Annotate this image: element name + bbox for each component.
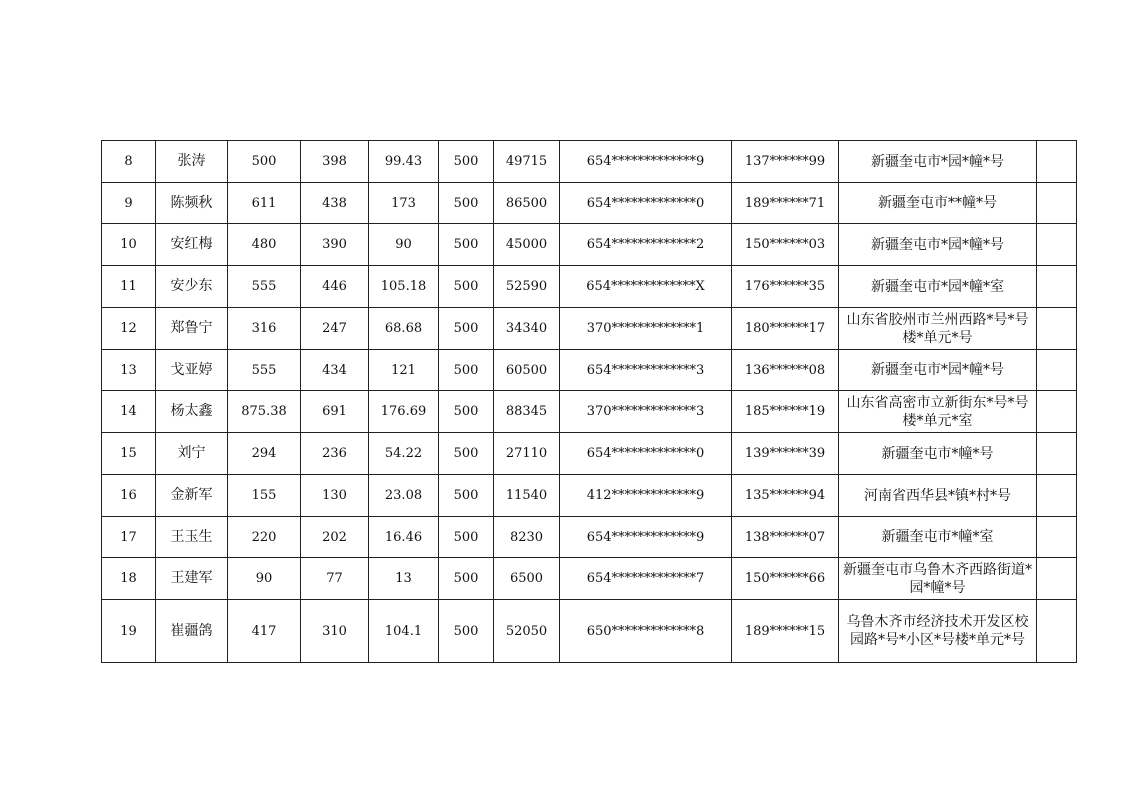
value-col-3: 480 xyxy=(228,224,301,266)
table-row xyxy=(102,433,1077,475)
table-row xyxy=(102,558,1077,600)
id-number: 654*************9 xyxy=(560,517,732,558)
person-name: 安少东 xyxy=(156,266,228,308)
phone-number: 180******17 xyxy=(732,308,839,350)
remark xyxy=(1037,558,1077,600)
value-col-6: 500 xyxy=(439,350,494,391)
phone-number: 138******07 xyxy=(732,517,839,558)
remark xyxy=(1037,600,1077,663)
person-name: 陈频秋 xyxy=(156,183,228,224)
value-col-6: 500 xyxy=(439,266,494,308)
value-col-4: 691 xyxy=(301,391,369,433)
value-col-5: 13 xyxy=(369,558,439,600)
value-col-5: 16.46 xyxy=(369,517,439,558)
value-col-5: 121 xyxy=(369,350,439,391)
phone-number: 139******39 xyxy=(732,433,839,475)
value-col-3: 220 xyxy=(228,517,301,558)
row-number: 19 xyxy=(102,600,156,663)
data-table xyxy=(101,140,1077,663)
person-name: 安红梅 xyxy=(156,224,228,266)
remark xyxy=(1037,350,1077,391)
amount: 8230 xyxy=(494,517,560,558)
row-number: 16 xyxy=(102,475,156,517)
amount: 86500 xyxy=(494,183,560,224)
address: 新疆奎屯市*园*幢*号 xyxy=(839,224,1037,266)
value-col-3: 500 xyxy=(228,141,301,183)
table-body xyxy=(102,141,1077,663)
row-number: 14 xyxy=(102,391,156,433)
id-number: 654*************0 xyxy=(560,183,732,224)
value-col-4: 398 xyxy=(301,141,369,183)
table-row xyxy=(102,183,1077,224)
value-col-3: 417 xyxy=(228,600,301,663)
value-col-4: 446 xyxy=(301,266,369,308)
row-number: 18 xyxy=(102,558,156,600)
person-name: 王建军 xyxy=(156,558,228,600)
value-col-3: 555 xyxy=(228,350,301,391)
phone-number: 189******71 xyxy=(732,183,839,224)
amount: 49715 xyxy=(494,141,560,183)
phone-number: 150******66 xyxy=(732,558,839,600)
id-number: 654*************0 xyxy=(560,433,732,475)
address: 新疆奎屯市*园*幢*号 xyxy=(839,141,1037,183)
value-col-5: 99.43 xyxy=(369,141,439,183)
value-col-6: 500 xyxy=(439,558,494,600)
amount: 27110 xyxy=(494,433,560,475)
value-col-5: 105.18 xyxy=(369,266,439,308)
row-number: 12 xyxy=(102,308,156,350)
id-number: 654*************2 xyxy=(560,224,732,266)
phone-number: 189******15 xyxy=(732,600,839,663)
id-number: 654*************X xyxy=(560,266,732,308)
address: 河南省西华县*镇*村*号 xyxy=(839,475,1037,517)
id-number: 650*************8 xyxy=(560,600,732,663)
value-col-4: 390 xyxy=(301,224,369,266)
value-col-4: 247 xyxy=(301,308,369,350)
value-col-6: 500 xyxy=(439,224,494,266)
remark xyxy=(1037,475,1077,517)
id-number: 654*************7 xyxy=(560,558,732,600)
amount: 34340 xyxy=(494,308,560,350)
id-number: 412*************9 xyxy=(560,475,732,517)
address: 新疆奎屯市*园*幢*室 xyxy=(839,266,1037,308)
table-row xyxy=(102,600,1077,663)
remark xyxy=(1037,308,1077,350)
address: 新疆奎屯市*幢*室 xyxy=(839,517,1037,558)
value-col-4: 438 xyxy=(301,183,369,224)
remark xyxy=(1037,224,1077,266)
amount: 60500 xyxy=(494,350,560,391)
value-col-5: 54.22 xyxy=(369,433,439,475)
phone-number: 135******94 xyxy=(732,475,839,517)
table-row xyxy=(102,266,1077,308)
value-col-6: 500 xyxy=(439,141,494,183)
value-col-5: 23.08 xyxy=(369,475,439,517)
amount: 6500 xyxy=(494,558,560,600)
amount: 52590 xyxy=(494,266,560,308)
table-row xyxy=(102,350,1077,391)
address: 山东省胶州市兰州西路*号*号楼*单元*号 xyxy=(839,308,1037,350)
value-col-6: 500 xyxy=(439,433,494,475)
value-col-4: 236 xyxy=(301,433,369,475)
value-col-4: 202 xyxy=(301,517,369,558)
value-col-5: 104.1 xyxy=(369,600,439,663)
amount: 45000 xyxy=(494,224,560,266)
person-name: 刘宁 xyxy=(156,433,228,475)
value-col-3: 611 xyxy=(228,183,301,224)
address: 乌鲁木齐市经济技术开发区校园路*号*小区*号楼*单元*号 xyxy=(839,600,1037,663)
person-name: 杨太鑫 xyxy=(156,391,228,433)
person-name: 王玉生 xyxy=(156,517,228,558)
value-col-5: 176.69 xyxy=(369,391,439,433)
value-col-3: 294 xyxy=(228,433,301,475)
person-name: 崔疆鸽 xyxy=(156,600,228,663)
table-row xyxy=(102,141,1077,183)
row-number: 11 xyxy=(102,266,156,308)
remark xyxy=(1037,517,1077,558)
phone-number: 150******03 xyxy=(732,224,839,266)
amount: 52050 xyxy=(494,600,560,663)
amount: 88345 xyxy=(494,391,560,433)
id-number: 654*************9 xyxy=(560,141,732,183)
remark xyxy=(1037,141,1077,183)
remark xyxy=(1037,433,1077,475)
id-number: 370*************3 xyxy=(560,391,732,433)
address: 山东省高密市立新街东*号*号楼*单元*室 xyxy=(839,391,1037,433)
value-col-6: 500 xyxy=(439,517,494,558)
value-col-6: 500 xyxy=(439,391,494,433)
table-row xyxy=(102,391,1077,433)
value-col-3: 90 xyxy=(228,558,301,600)
phone-number: 176******35 xyxy=(732,266,839,308)
row-number: 17 xyxy=(102,517,156,558)
value-col-3: 155 xyxy=(228,475,301,517)
row-number: 9 xyxy=(102,183,156,224)
row-number: 13 xyxy=(102,350,156,391)
value-col-4: 130 xyxy=(301,475,369,517)
person-name: 金新军 xyxy=(156,475,228,517)
person-name: 戈亚婷 xyxy=(156,350,228,391)
value-col-4: 77 xyxy=(301,558,369,600)
address: 新疆奎屯市*园*幢*号 xyxy=(839,350,1037,391)
value-col-5: 68.68 xyxy=(369,308,439,350)
value-col-3: 555 xyxy=(228,266,301,308)
value-col-4: 434 xyxy=(301,350,369,391)
phone-number: 185******19 xyxy=(732,391,839,433)
address: 新疆奎屯市*幢*号 xyxy=(839,433,1037,475)
value-col-6: 500 xyxy=(439,475,494,517)
value-col-5: 173 xyxy=(369,183,439,224)
phone-number: 137******99 xyxy=(732,141,839,183)
value-col-6: 500 xyxy=(439,183,494,224)
table-row xyxy=(102,224,1077,266)
value-col-3: 316 xyxy=(228,308,301,350)
remark xyxy=(1037,391,1077,433)
amount: 11540 xyxy=(494,475,560,517)
person-name: 张涛 xyxy=(156,141,228,183)
row-number: 15 xyxy=(102,433,156,475)
person-name: 郑鲁宁 xyxy=(156,308,228,350)
id-number: 370*************1 xyxy=(560,308,732,350)
remark xyxy=(1037,266,1077,308)
row-number: 8 xyxy=(102,141,156,183)
table-row xyxy=(102,517,1077,558)
address: 新疆奎屯市**幢*号 xyxy=(839,183,1037,224)
value-col-3: 875.38 xyxy=(228,391,301,433)
row-number: 10 xyxy=(102,224,156,266)
address: 新疆奎屯市乌鲁木齐西路街道*园*幢*号 xyxy=(839,558,1037,600)
phone-number: 136******08 xyxy=(732,350,839,391)
value-col-6: 500 xyxy=(439,600,494,663)
table-row xyxy=(102,308,1077,350)
value-col-5: 90 xyxy=(369,224,439,266)
table-row xyxy=(102,475,1077,517)
value-col-6: 500 xyxy=(439,308,494,350)
id-number: 654*************3 xyxy=(560,350,732,391)
value-col-4: 310 xyxy=(301,600,369,663)
remark xyxy=(1037,183,1077,224)
